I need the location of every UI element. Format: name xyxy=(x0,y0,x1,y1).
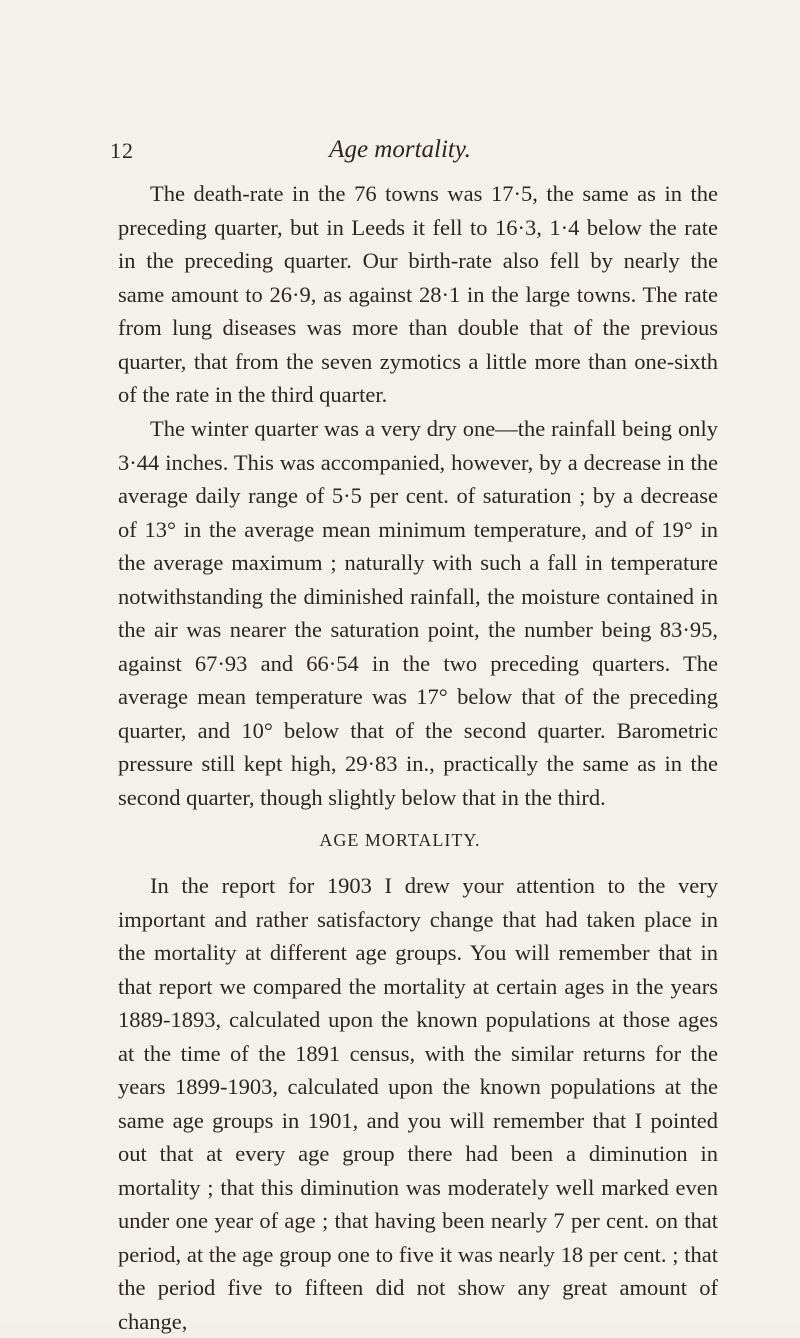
paragraph-text: The winter quarter was a very dry one—the rainfall being only 3·44 inches. This was accompanied, however, by a decrease in the average daily range of 5·5 per cent. of saturation ; by a decrease of 13° in the average mean minimum temperature, and of 19° in the average maximum ; naturally with such a fall in temperature notwithstanding the diminished rainfall, the moisture contained in the air was nearer the saturation point, the number being 83·95, against 67·93 and 66·54 in the two preceding quarters. The average mean temperature was 17° below that of the preceding quarter, and 10° below that of the second quarter. Barometric pressure still kept high, 29·83 in., practically the same as in the second quarter, though slightly below that in the third. xyxy=(118,416,718,810)
running-title: Age mortality. xyxy=(329,136,471,163)
page-number: 12 xyxy=(110,138,134,163)
paragraph-text: The death-rate in the 76 towns was 17·5, the same as in the preceding quarter, but in Leeds it fell to 16·3, 1·4 below the rate in the preceding quarter. Our birth-rate also fell by nearly the same amount to 26·9, as against 28·1 in the large towns. The rate from lung diseases was more than double that of the previous quarter, that from the seven zymotics a little more than one-sixth of the rate in the third quarter. xyxy=(118,181,718,407)
paragraph-age-mortality xyxy=(118,869,718,1338)
paragraph-text: In the report for 1903 I drew your attention to the very important and rather satisfactory change that had taken place in the mortality at different age groups. You will remember that in that report we compared the mortality at certain ages in the years 1889-1893, calculated upon the known populations at those ages at the time of the 1891 census, with the similar returns for the years 1899-1903, calculated upon the known populations at the same age groups in 1901, and you will remember that I pointed out that at every age group there had been a diminution in mortality ; that this diminution was moderately well marked even under one year of age ; that having been nearly 7 per cent. on that period, at the age group one to five it was nearly 18 per cent. ; that the period five to fifteen did not show any great amount of change, xyxy=(118,873,718,1334)
paragraph-winter-quarter xyxy=(118,412,718,814)
section-heading: AGE MORTALITY. xyxy=(319,830,481,850)
paragraph-death-rate xyxy=(118,177,718,412)
